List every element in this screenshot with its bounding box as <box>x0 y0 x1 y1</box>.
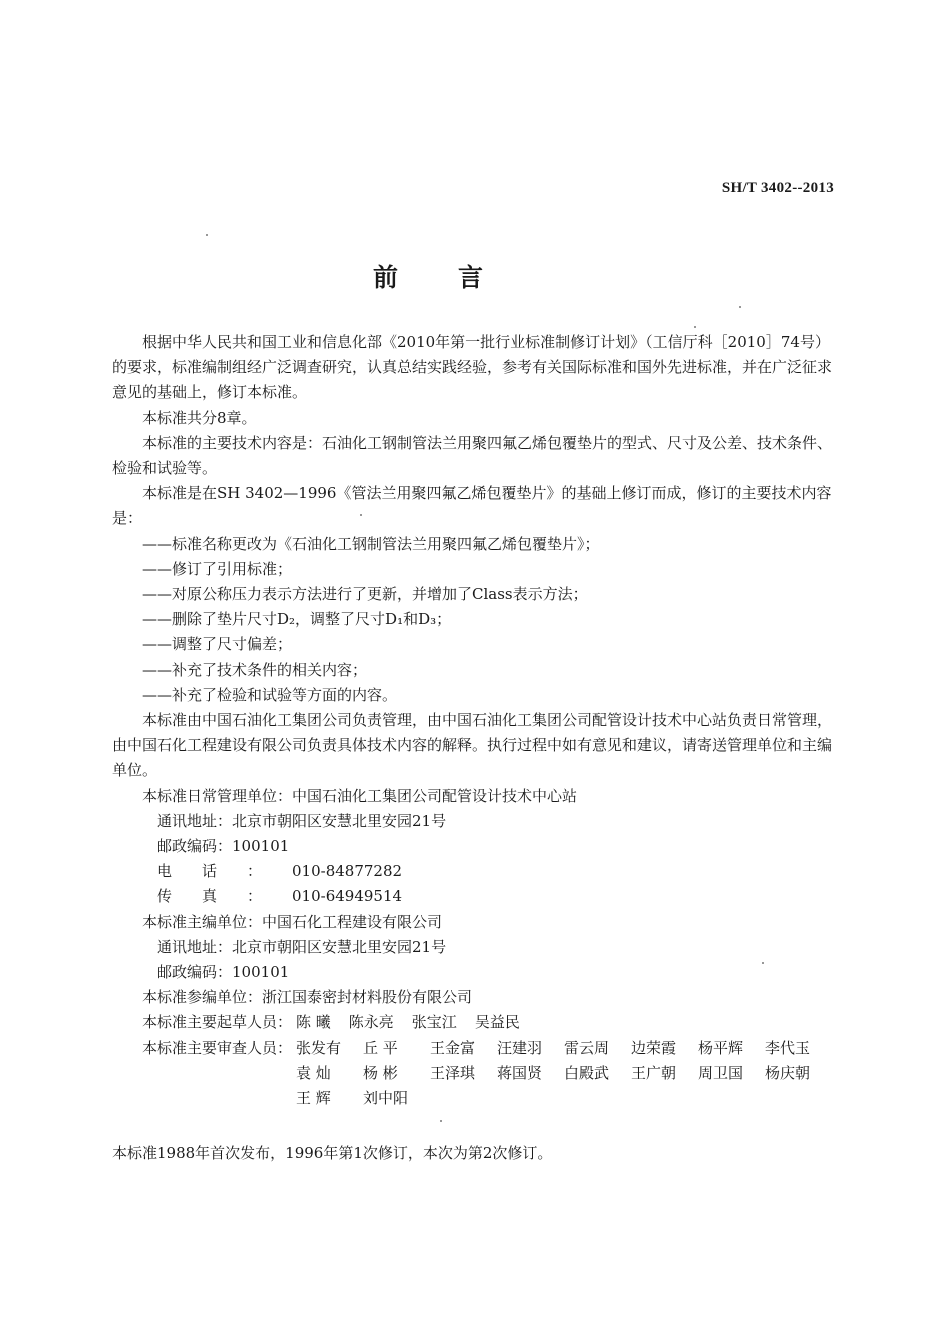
reviewers-list <box>296 1036 832 1112</box>
reviewer-name: 袁 灿 <box>296 1063 331 1082</box>
reviewer-name: 白殿武 <box>564 1063 610 1082</box>
phone-value: 010-84877282 <box>292 862 403 881</box>
participating-unit-label: 本标准参编单位： <box>142 988 263 1007</box>
drafters-label: 本标准主要起草人员： <box>142 1013 293 1032</box>
reviewers-label: 本标准主要审查人员： <box>142 1038 293 1057</box>
reviewer-name: 边荣霞 <box>631 1038 677 1057</box>
scan-speck <box>694 326 696 328</box>
change-item: ——补充了检验和试验等方面的内容。 <box>142 685 398 704</box>
preface-body <box>112 330 834 1111</box>
reviewer-name: 蒋国贤 <box>497 1063 543 1082</box>
drafters-list <box>296 1010 520 1035</box>
drafter-name: 陈 曦 <box>296 1013 331 1032</box>
scan-speck <box>739 306 741 308</box>
daily-unit-postcode <box>112 834 834 859</box>
reviewers-block <box>112 1036 834 1112</box>
postcode-label: 邮政编码： <box>157 963 233 982</box>
chief-unit-name: 中国石化工程建设有限公司 <box>262 912 443 931</box>
change-item: ——标准名称更改为《石油化工钢制管法兰用聚四氟乙烯包覆垫片》； <box>142 534 600 553</box>
reviewer-name: 杨平辉 <box>698 1038 744 1057</box>
drafter-name: 吴益民 <box>474 1013 520 1032</box>
reviewer-name: 丘 平 <box>363 1038 398 1057</box>
phone-label: 电话： <box>157 862 293 881</box>
page-title: 前言 <box>372 263 543 292</box>
postcode-value: 100101 <box>232 963 290 982</box>
drafters-line <box>112 1010 834 1035</box>
daily-unit-phone <box>112 859 834 884</box>
address-label: 通讯地址： <box>157 811 233 830</box>
scan-speck <box>360 514 362 516</box>
daily-unit-name: 中国石油化工集团公司配管设计技术中心站 <box>292 786 578 805</box>
scan-speck <box>206 234 208 236</box>
change-item: ——修订了引用标准； <box>142 559 293 578</box>
scan-speck <box>440 1120 442 1122</box>
chief-unit-line <box>112 910 834 935</box>
paragraph-management: 本标准由中国石油化工集团公司负责管理，由中国石油化工集团公司配管设计技术中心站负责日常管理，由中国石化工程建设有限公司负责具体技术内容的解释。执行过程中如有意见和建议，请寄送管理单位和主编单位。 <box>112 711 833 780</box>
change-list <box>112 532 834 708</box>
reviewer-name: 杨 彬 <box>363 1063 398 1082</box>
reviewer-name: 王广朝 <box>631 1063 677 1082</box>
reviewer-name: 杨庆朝 <box>765 1063 811 1082</box>
reviewer-name: 周卫国 <box>698 1063 744 1082</box>
reviewer-name: 汪建羽 <box>497 1038 543 1057</box>
standard-number: SH/T 3402--2013 <box>721 180 834 196</box>
change-item: ——补充了技术条件的相关内容； <box>142 660 368 679</box>
change-item: ——对原公称压力表示方法进行了更新，并增加了Class表示方法； <box>142 585 588 604</box>
daily-unit-line <box>112 784 834 809</box>
reviewer-name: 王金富 <box>430 1038 476 1057</box>
reviewer-name: 王泽琪 <box>430 1063 476 1082</box>
drafter-name: 张宝江 <box>411 1013 457 1032</box>
chief-unit-address <box>112 935 834 960</box>
postcode-label: 邮政编码： <box>157 837 233 856</box>
paragraph-chapters: 本标准共分8章。 <box>142 408 257 427</box>
reviewer-name: 雷云周 <box>564 1038 610 1057</box>
fax-label: 传真： <box>157 887 293 906</box>
reviewer-name: 王 辉 <box>296 1089 331 1108</box>
daily-unit-fax <box>112 884 834 909</box>
chief-unit-label: 本标准主编单位： <box>142 912 263 931</box>
daily-unit-address <box>112 809 834 834</box>
daily-unit-label: 本标准日常管理单位： <box>142 786 293 805</box>
paragraph-revision-basis: 本标准是在SH 3402—1996《管法兰用聚四氟乙烯包覆垫片》的基础上修订而成，修订的主要技术内容是： <box>112 484 832 528</box>
participating-unit-name: 浙江国泰密封材料股份有限公司 <box>262 988 473 1007</box>
postcode-value: 100101 <box>232 837 290 856</box>
drafter-name: 陈永亮 <box>348 1013 394 1032</box>
chief-unit-postcode <box>112 960 834 985</box>
address-label: 通讯地址： <box>157 937 233 956</box>
reviewer-name: 张发有 <box>296 1038 342 1057</box>
change-item: ——删除了垫片尺寸D₂，调整了尺寸D₁和D₃； <box>142 610 452 629</box>
scan-speck <box>762 962 764 964</box>
reviewer-name: 李代玉 <box>765 1038 811 1057</box>
paragraph-main-content: 本标准的主要技术内容是：石油化工钢制管法兰用聚四氟乙烯包覆垫片的型式、尺寸及公差、技术条件、检验和试验等。 <box>112 433 833 478</box>
change-item: ——调整了尺寸偏差； <box>142 635 293 654</box>
address-value: 北京市朝阳区安慧北里安园21号 <box>232 937 447 956</box>
publication-history-note: 本标准1988年首次发布，1996年第1次修订，本次为第2次修订。 <box>112 1144 553 1162</box>
address-value: 北京市朝阳区安慧北里安园21号 <box>232 811 447 830</box>
reviewer-name: 刘中阳 <box>363 1089 409 1108</box>
participating-unit-line <box>112 985 834 1010</box>
paragraph-origin: 根据中华人民共和国工业和信息化部《2010年第一批行业标准制修订计划》（工信厅科［2010］74号）的要求，标准编制组经广泛调查研究，认真总结实践经验，参考有关国际标准和国外先进标准，并在广泛征求意见的基础上，修订本标准。 <box>112 333 833 402</box>
fax-value: 010-64949514 <box>292 887 403 906</box>
